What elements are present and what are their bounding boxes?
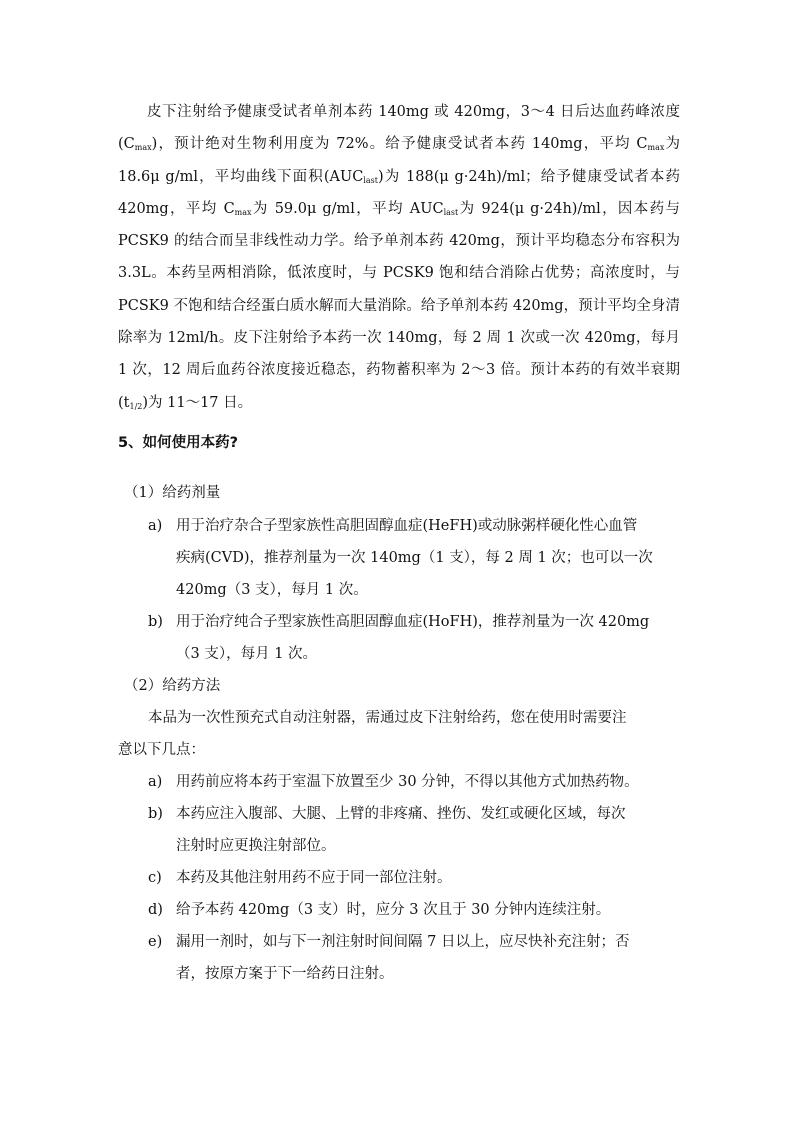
method-heading: （2）给药方法 [124,678,221,694]
dose-item-b-label: b) [148,614,163,630]
method-item-b-label: b) [148,806,163,822]
pk-text-5: 为 59.0μ g/ml，平均 AUC [251,200,444,217]
pk-sub-cmax-3: max [234,207,252,217]
method-item-b-line-2: 注射时应更换注射部位。 [176,838,336,854]
dose-item-a-line-3: 420mg（3 支），每月 1 次。 [176,582,368,598]
dose-item-a-label: a) [148,518,163,534]
method-item-c-line-1: 本药及其他注射用药不应于同一部位注射。 [176,870,452,886]
dose-heading: （1）给药剂量 [124,485,221,501]
method-item-a-label: a) [148,774,163,790]
dose-item-b-line-2: （3 支），每月 1 次。 [176,646,318,662]
pharmacokinetics-paragraph [118,96,680,419]
pk-text-7: )为 11～17 日。 [142,394,253,411]
pk-text-1: 皮下注射给予健康受试者单剂本药 140mg 或 420mg，3～4 日后达血药峰浓度(C [118,104,680,153]
method-item-e-label: e) [148,934,163,950]
method-item-e-line-1: 漏用一剂时，如与下一剂注射时间间隔 7 日以上，应尽快补充注射；否 [176,934,630,950]
method-item-a-line-1: 用药前应将本药于室温下放置至少 30 分钟，不得以其他方式加热药物。 [176,774,639,790]
method-item-b-line-1: 本药应注入腹部、大腿、上臂的非疼痛、挫伤、发红或硬化区域，每次 [176,806,626,822]
pk-sub-cmax-2: max [647,143,665,153]
pk-text-3: 为 18.6μ g/ml，平均曲线下面积(AUC [118,136,681,185]
method-item-d-label: d) [148,902,163,918]
method-intro-line-1: 本品为一次性预充式自动注射器，需通过皮下注射给药，您在使用时需要注 [148,710,627,726]
method-intro-line-2: 意以下几点： [118,742,205,758]
pk-text-6: 为 924(μ g·24h)/ml，因本药与 PCSK9 的结合而呈非线性动力学。给予单剂本药 420mg，预计平均稳态分布容积为 3.3L。本药呈两相消除，低浓度时，与 PCSK9 饱和结合消除占优势；高浓度时，与 PCSK9 不饱和结合经蛋白质水解而大量消除。给予单剂本药 420mg，预计平均全身清除率为 12ml/h。皮下注射给予本药一次 140mg，每 2 周 1 次或一次 420mg，每月 1 次，12 周后血药谷浓度接近稳态，药物蓄积率为 2～3 倍。预计本药的有效半衰期(t [118,200,680,411]
section-5-heading: 5、如何使用本药? [118,435,238,451]
method-item-d-line-1: 给予本药 420mg（3 支）时，应分 3 次且于 30 分钟内连续注射。 [176,902,611,918]
pk-sub-cmax-1: max [134,143,152,153]
pk-text-2: )，预计绝对生物利用度为 72%。给予健康受试者本药 140mg，平均 C [151,136,648,153]
pk-text-4: )为 188(μ g·24h)/ml；给予健康受试者本药 420mg，平均 C [118,168,680,217]
pk-sub-auclast-1: last [363,175,378,185]
method-item-c-label: c) [148,870,162,886]
dose-item-a-line-1: 用于治疗杂合子型家族性高胆固醇血症(HeFH)或动脉粥样硬化性心血管 [176,518,638,534]
dose-item-a-line-2: 疾病(CVD)，推荐剂量为一次 140mg（1 支），每 2 周 1 次；也可以一次 [176,550,653,566]
pk-sub-auclast-2: last [443,207,459,217]
dose-item-b-line-1: 用于治疗纯合子型家族性高胆固醇血症(HoFH)，推荐剂量为一次 420mg [176,614,650,630]
pk-sub-half-life: 1/2 [129,401,143,411]
method-item-e-line-2: 者，按原方案于下一给药日注射。 [176,966,394,982]
